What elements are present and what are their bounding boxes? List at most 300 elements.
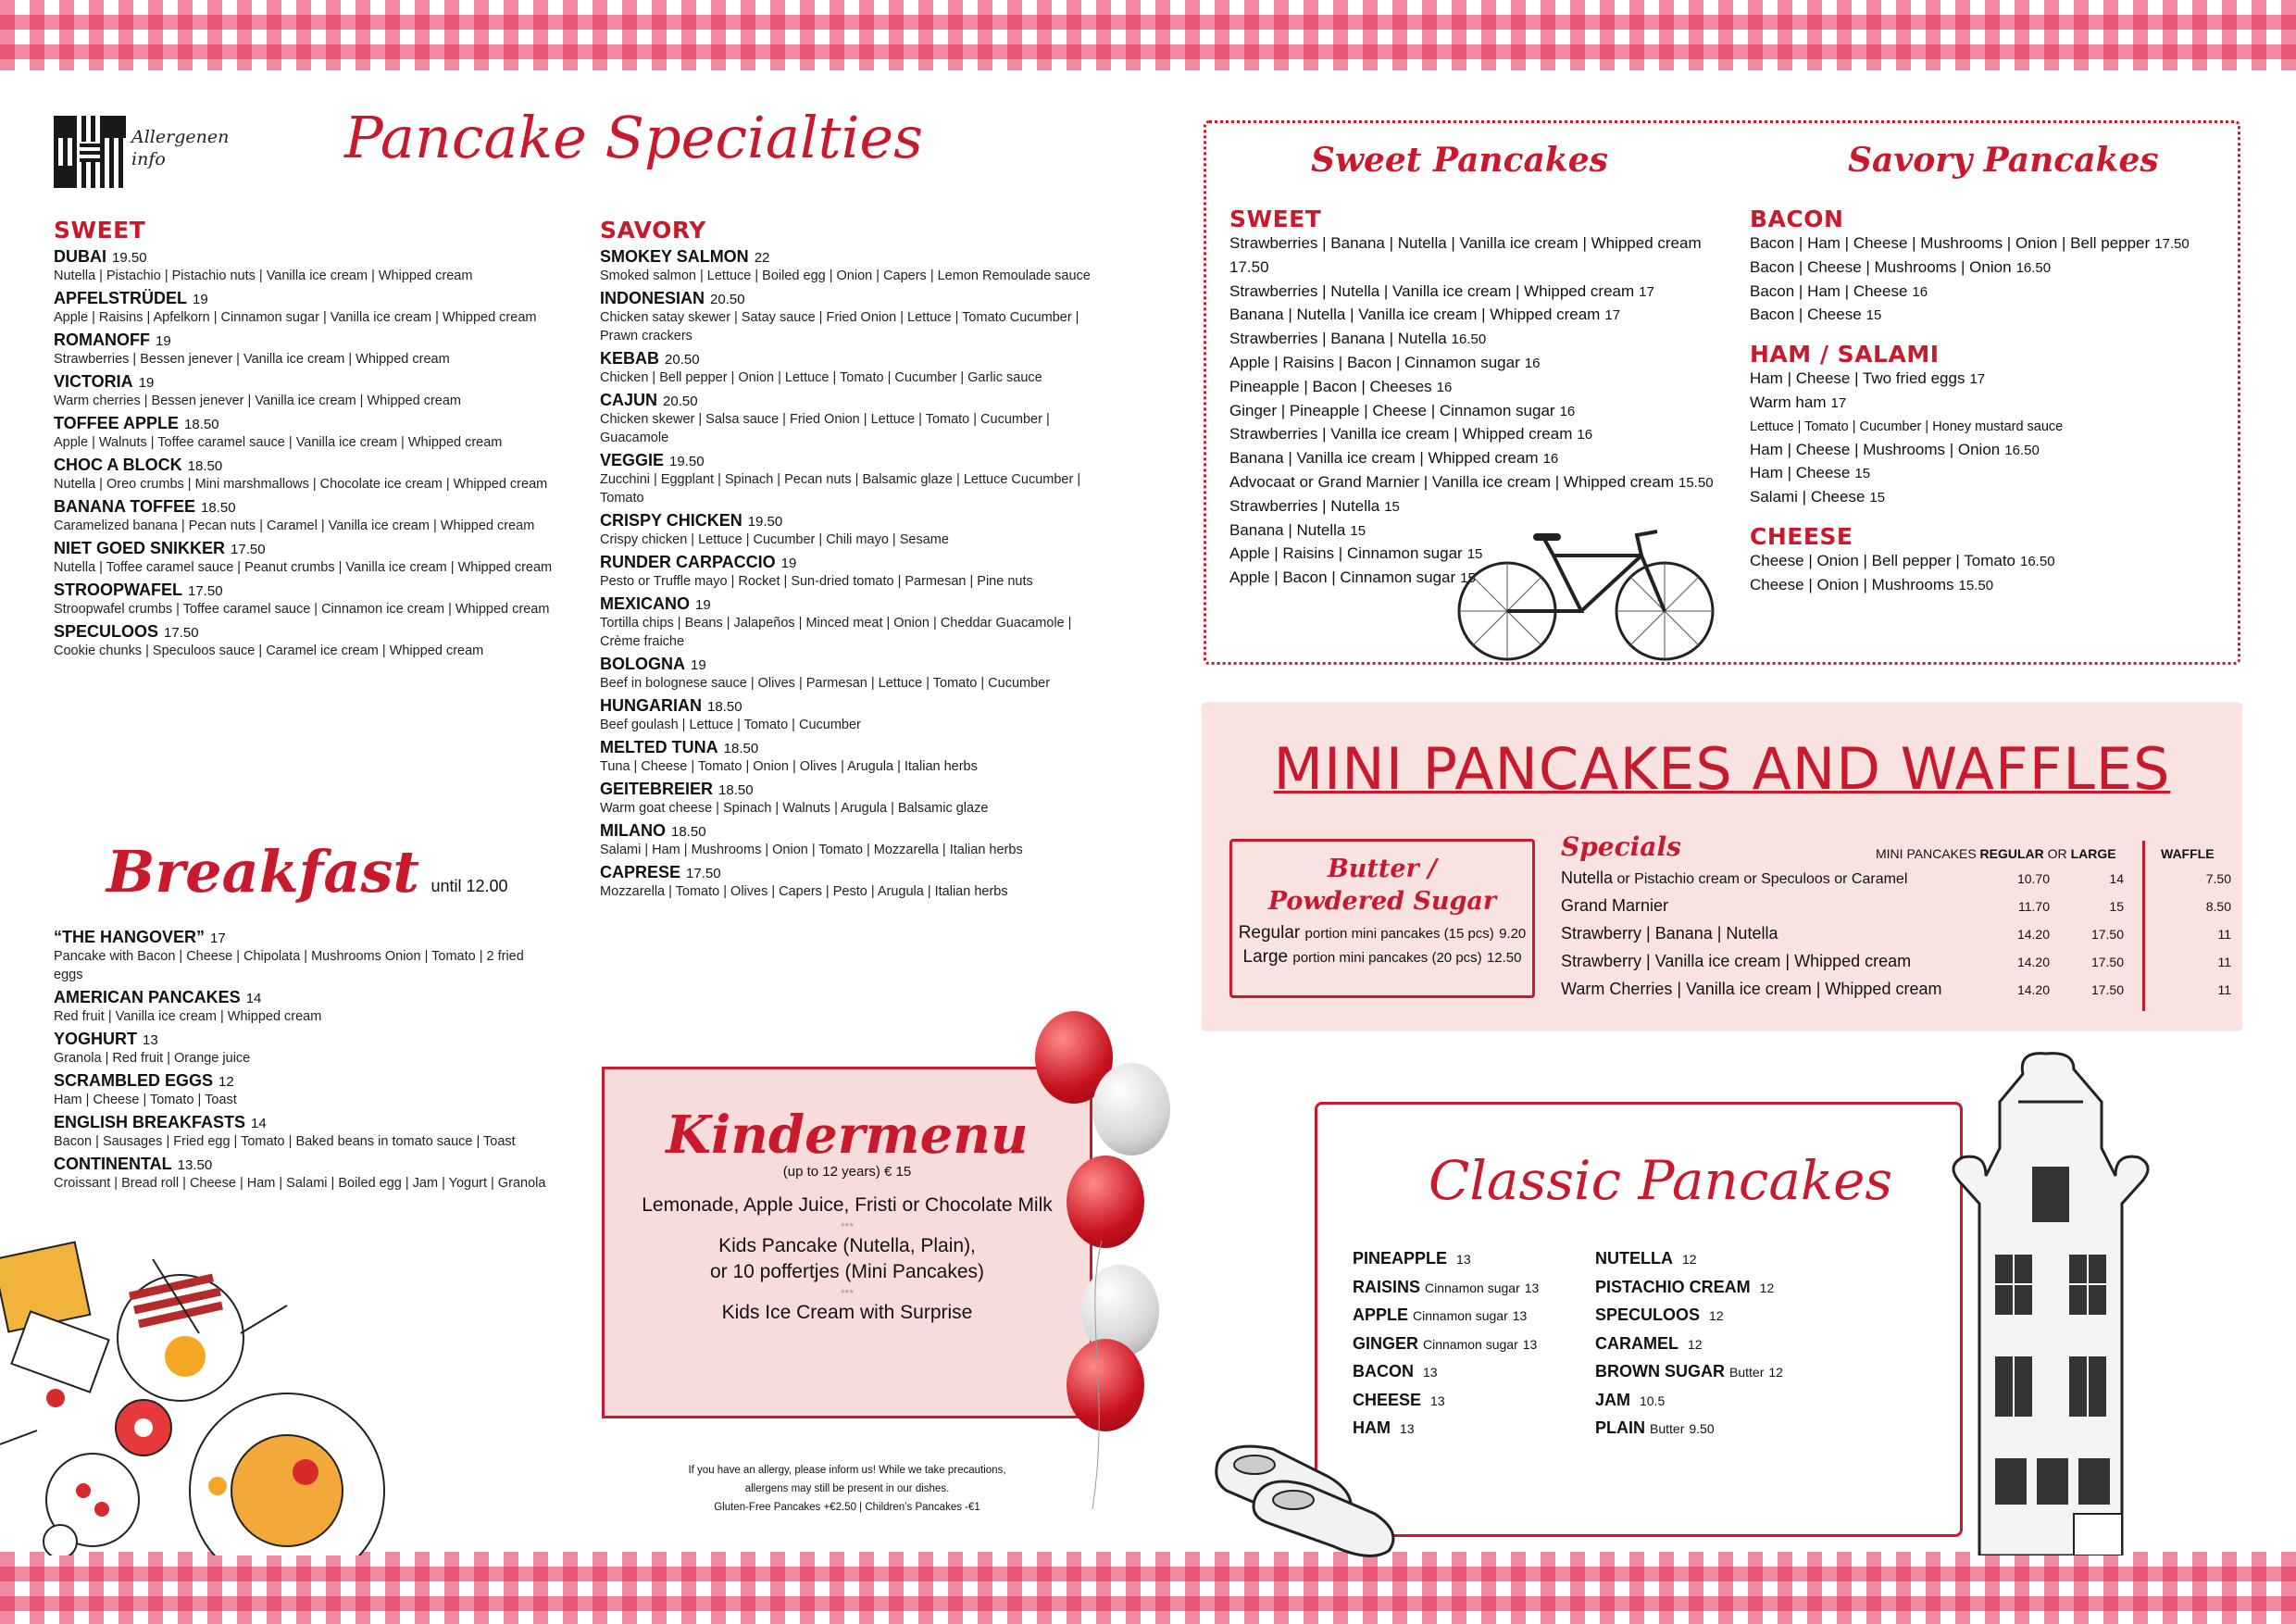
menu-item-name bbox=[54, 622, 554, 642]
item-description: Tuna | Cheese | Tomato | Onion | Olives | Arugula | Italian herbs bbox=[600, 759, 978, 774]
mini-table-row bbox=[1561, 893, 2231, 920]
line-text: Pineapple | Bacon | Cheeses bbox=[1229, 377, 1432, 395]
item-price: 17 bbox=[210, 931, 226, 946]
item-description: Chicken satay skewer | Satay sauce | Fried Onion | Lettuce | Tomato Cucumber | Prawn crackers bbox=[600, 310, 1079, 344]
item-description: Apple | Walnuts | Toffee caramel sauce | Vanilla ice cream | Whipped cream bbox=[54, 435, 503, 450]
item-price: 18.50 bbox=[184, 417, 219, 432]
menu-item bbox=[54, 289, 554, 327]
classic-item-price: 12 bbox=[1759, 1280, 1775, 1295]
butter-title-2: Powdered Sugar bbox=[1267, 887, 1497, 916]
menu-item bbox=[600, 349, 1100, 387]
item-description: Warm goat cheese | Spinach | Walnuts | Arugula | Balsamic glaze bbox=[600, 801, 989, 816]
item-description: Warm cherries | Bessen jenever | Vanilla ice cream | Whipped cream bbox=[54, 394, 462, 408]
menu-item bbox=[54, 456, 554, 493]
item-description: Nutella | Pistachio | Pistachio nuts | Vanilla ice cream | Whipped cream bbox=[54, 269, 473, 283]
item-description: Zucchini | Eggplant | Spinach | Pecan nuts | Balsamic glaze | Lettuce Cucumber | Tomato bbox=[600, 472, 1081, 506]
hdr-regular: REGULAR bbox=[1979, 846, 2044, 861]
menu-item bbox=[54, 331, 554, 369]
classic-item-extra: Butter bbox=[1650, 1421, 1685, 1436]
line-price: 15 bbox=[1384, 498, 1400, 515]
menu-item bbox=[54, 1071, 554, 1109]
butter-large bbox=[1232, 947, 1532, 968]
classic-item-name: BACON bbox=[1353, 1362, 1414, 1380]
line-price: 16 bbox=[1524, 355, 1541, 371]
classic-item-price: 12 bbox=[1682, 1252, 1697, 1267]
menu-item bbox=[600, 391, 1100, 447]
item-price: 18.50 bbox=[718, 782, 754, 798]
item-description: Crispy chicken | Lettuce | Cucumber | Chili mayo | Sesame bbox=[600, 532, 949, 547]
sweet-pancake-line bbox=[1229, 328, 1766, 352]
line-text: Lettuce | Tomato | Cucumber | Honey mustard sauce bbox=[1750, 418, 2064, 434]
line-price: 16 bbox=[1912, 283, 1928, 300]
canal-house-icon bbox=[1935, 1046, 2176, 1555]
item-description: Tortilla chips | Beans | Jalapeños | Minced meat | Onion | Cheddar Guacamole | Crème fraiche bbox=[600, 616, 1072, 649]
kindermenu-pancake-2: or 10 poffertjes (Mini Pancakes) bbox=[709, 1261, 985, 1282]
page-title: Pancake Specialties bbox=[344, 104, 923, 171]
item-name: ENGLISH BREAKFASTS bbox=[54, 1113, 246, 1131]
kindermenu-sep-2: *** bbox=[840, 1287, 854, 1300]
line-price: 15 bbox=[1854, 466, 1871, 482]
mini-title: MINI PANCAKES AND WAFFLES bbox=[1273, 735, 2171, 803]
classic-item bbox=[1353, 1302, 1539, 1330]
menu-item bbox=[600, 738, 1100, 776]
classic-item-name: PISTACHIO CREAM bbox=[1595, 1277, 1751, 1296]
savory-pancake-line bbox=[1750, 486, 2231, 510]
menu-item bbox=[54, 1155, 554, 1193]
item-price: 19 bbox=[193, 292, 208, 307]
savory-heading: SAVORY bbox=[600, 217, 706, 244]
item-price: 20.50 bbox=[710, 292, 745, 307]
item-price: 14 bbox=[251, 1116, 267, 1131]
breakfast-header bbox=[106, 838, 508, 906]
row-large: 14 bbox=[2109, 870, 2124, 886]
butter-large-desc: portion mini pancakes (20 pcs) bbox=[1292, 950, 1482, 966]
menu-item-name bbox=[600, 247, 1100, 267]
classic-item bbox=[1353, 1245, 1539, 1274]
item-description: Beef goulash | Lettuce | Tomato | Cucumber bbox=[600, 718, 861, 732]
menu-item-name bbox=[600, 655, 1100, 674]
savory-pancake-line bbox=[1750, 392, 2231, 416]
row-name: Grand Marnier bbox=[1561, 896, 1669, 915]
item-price: 19 bbox=[155, 333, 171, 349]
mini-row-name bbox=[1561, 865, 2003, 893]
item-name: NIET GOED SNIKKER bbox=[54, 539, 226, 557]
item-name: SCRAMBLED EGGS bbox=[54, 1071, 214, 1090]
menu-item-name bbox=[54, 1155, 554, 1174]
item-name: YOGHURT bbox=[54, 1030, 137, 1048]
classic-item-price: 13 bbox=[1456, 1252, 1471, 1267]
item-description: Nutella | Oreo crumbs | Mini marshmallows | Chocolate ice cream | Whipped cream bbox=[54, 477, 548, 492]
item-name: DUBAI bbox=[54, 247, 106, 266]
classic-right-list bbox=[1595, 1245, 1783, 1443]
row-waffle: 11 bbox=[2217, 954, 2231, 969]
line-price: 15 bbox=[1866, 307, 1882, 324]
row-name: Strawberry | Banana | Nutella bbox=[1561, 924, 1778, 943]
menu-item-name bbox=[54, 581, 554, 600]
row-regular: 14.20 bbox=[2016, 926, 2050, 942]
line-text: Strawberries | Nutella | Vanilla ice cream | Whipped cream bbox=[1229, 281, 1635, 300]
classic-item-name: CARAMEL bbox=[1595, 1333, 1678, 1353]
mini-table-row bbox=[1561, 976, 2231, 1004]
item-name: SPECULOOS bbox=[54, 622, 159, 641]
item-price: 18.50 bbox=[671, 824, 706, 840]
bicycle-icon bbox=[1452, 518, 1720, 667]
line-text: Cheese | Onion | Mushrooms bbox=[1750, 575, 1954, 593]
item-description: Red fruit | Vanilla ice cream | Whipped cream bbox=[54, 1009, 322, 1024]
menu-item-name bbox=[600, 821, 1100, 841]
item-price: 18.50 bbox=[187, 458, 223, 474]
line-text: Bacon | Ham | Cheese | Mushrooms | Onion | Bell pepper bbox=[1750, 234, 2151, 252]
item-name: CHOC A BLOCK bbox=[54, 456, 182, 474]
menu-item-name bbox=[54, 1113, 554, 1132]
savory-section bbox=[600, 217, 1100, 901]
line-text: Bacon | Cheese | Mushrooms | Onion bbox=[1750, 257, 2012, 276]
menu-item-name bbox=[54, 539, 554, 558]
item-name: BANANA TOFFEE bbox=[54, 497, 195, 516]
classic-item bbox=[1595, 1274, 1783, 1303]
hdr-large: LARGE bbox=[2070, 846, 2116, 861]
item-name: BOLOGNA bbox=[600, 655, 685, 673]
item-name: VICTORIA bbox=[54, 372, 133, 391]
classic-item-name: CHEESE bbox=[1353, 1390, 1422, 1409]
menu-item bbox=[600, 451, 1100, 507]
classic-item bbox=[1353, 1274, 1539, 1303]
item-description: Cookie chunks | Speculoos sauce | Caramel ice cream | Whipped cream bbox=[54, 643, 484, 658]
breakfast-list bbox=[54, 928, 554, 1193]
mini-row-name bbox=[1561, 893, 2003, 920]
hdr-waffle: WAFFLE bbox=[2161, 846, 2215, 861]
line-text: Strawberries | Nutella bbox=[1229, 496, 1380, 515]
classic-item-price: 13 bbox=[1524, 1280, 1540, 1295]
menu-item-name bbox=[54, 331, 554, 350]
item-description: Bacon | Sausages | Fried egg | Tomato | Baked beans in tomato sauce | Toast bbox=[54, 1134, 516, 1149]
item-price: 18.50 bbox=[723, 741, 759, 756]
item-price: 18.50 bbox=[201, 500, 236, 516]
savory-group-heading: HAM / SALAMI bbox=[1750, 341, 1940, 369]
item-description: Strawberries | Bessen jenever | Vanilla ice cream | Whipped cream bbox=[54, 352, 450, 367]
classic-item-price: 13 bbox=[1423, 1365, 1438, 1380]
classic-item-name: GINGER bbox=[1353, 1333, 1419, 1353]
specials-title: Specials bbox=[1561, 831, 1681, 862]
classic-item bbox=[1595, 1302, 1783, 1330]
savory-group-heading: BACON bbox=[1750, 206, 1844, 232]
line-price: 16 bbox=[1436, 379, 1453, 395]
item-price: 13 bbox=[143, 1032, 158, 1048]
kindermenu-subtitle: (up to 12 years) € 15 bbox=[782, 1164, 912, 1180]
row-name: Nutella bbox=[1561, 868, 1614, 887]
item-description: Pancake with Bacon | Cheese | Chipolata | Mushrooms Onion | Tomato | 2 fried eggs bbox=[54, 949, 524, 982]
mini-table-row bbox=[1561, 948, 2231, 976]
item-name: HUNGARIAN bbox=[600, 696, 702, 715]
menu-item-name bbox=[54, 456, 554, 475]
line-text: Ham | Cheese bbox=[1750, 464, 1851, 482]
line-price: 16 bbox=[1542, 451, 1559, 468]
item-name: MILANO bbox=[600, 821, 666, 840]
item-name: VEGGIE bbox=[600, 451, 665, 469]
line-text: Banana | Vanilla ice cream | Whipped cream bbox=[1229, 449, 1539, 468]
menu-item-name bbox=[600, 863, 1100, 882]
row-large: 17.50 bbox=[2090, 981, 2124, 997]
row-waffle: 11 bbox=[2217, 981, 2231, 997]
classic-item-name: NUTELLA bbox=[1595, 1249, 1673, 1268]
menu-item-name bbox=[600, 553, 1100, 572]
menu-item-name bbox=[54, 247, 554, 267]
classic-item-extra: Cinnamon sugar bbox=[1423, 1336, 1518, 1352]
menu-item bbox=[600, 655, 1100, 693]
item-description: Chicken skewer | Salsa sauce | Fried Onion | Lettuce | Tomato | Cucumber | Guacamole bbox=[600, 412, 1050, 445]
menu-item-name bbox=[600, 738, 1100, 757]
gingham-border-bottom bbox=[0, 1552, 2296, 1624]
menu-item bbox=[600, 696, 1100, 734]
line-text: Cheese | Onion | Bell pepper | Tomato bbox=[1750, 551, 2015, 569]
sweet-pancake-line bbox=[1229, 400, 1766, 424]
line-price: 16.50 bbox=[2020, 553, 2055, 569]
menu-item bbox=[54, 581, 554, 618]
classic-item bbox=[1595, 1358, 1783, 1387]
item-name: CAJUN bbox=[600, 391, 658, 409]
butter-large-price: 12.50 bbox=[1486, 950, 1522, 966]
classic-item-extra: Butter bbox=[1729, 1365, 1765, 1380]
item-name: RUNDER CARPACCIO bbox=[600, 553, 776, 571]
mini-table-row bbox=[1561, 920, 2231, 948]
classic-item-price: 13 bbox=[1400, 1421, 1415, 1436]
row-large: 17.50 bbox=[2090, 926, 2124, 942]
item-price: 22 bbox=[754, 250, 770, 266]
menu-item-name bbox=[600, 594, 1100, 614]
item-price: 19.50 bbox=[112, 250, 147, 266]
breakfast-illustration-icon bbox=[0, 1222, 389, 1555]
butter-large-label: Large bbox=[1242, 947, 1289, 967]
classic-title: Classic Pancakes bbox=[1429, 1149, 1893, 1212]
row-name: Warm Cherries | Vanilla ice cream | Whipped cream bbox=[1561, 980, 1942, 998]
line-text: Banana | Nutella bbox=[1229, 520, 1346, 539]
savory-pancake-line bbox=[1750, 304, 2231, 328]
row-waffle: 7.50 bbox=[2205, 870, 2231, 886]
classic-item bbox=[1595, 1415, 1783, 1443]
classic-item-name: PINEAPPLE bbox=[1353, 1249, 1448, 1268]
kindermenu-title: Kindermenu bbox=[666, 1105, 1029, 1166]
mini-row-name bbox=[1561, 920, 2003, 948]
menu-item-name bbox=[600, 391, 1100, 410]
sweet-pancake-line bbox=[1229, 232, 1766, 256]
savory-pancake-line bbox=[1750, 281, 2231, 305]
item-name: STROOPWAFEL bbox=[54, 581, 182, 599]
item-description: Pesto or Truffle mayo | Rocket | Sun-dried tomato | Parmesan | Pine nuts bbox=[600, 574, 1033, 589]
item-name: CRISPY CHICKEN bbox=[600, 511, 742, 530]
sweet-pancake-line bbox=[1229, 281, 1766, 305]
hdr-or: OR bbox=[2047, 846, 2067, 861]
classic-item-name: PLAIN bbox=[1595, 1418, 1645, 1437]
sweet-pancake-line bbox=[1229, 447, 1766, 471]
item-name: MELTED TUNA bbox=[600, 738, 718, 756]
savory-list bbox=[600, 247, 1100, 901]
line-text: Apple | Raisins | Bacon | Cinnamon sugar bbox=[1229, 353, 1520, 371]
classic-item bbox=[1595, 1330, 1783, 1359]
classic-pancakes-box bbox=[1315, 1102, 1963, 1537]
line-price: 15.50 bbox=[1958, 577, 1994, 593]
line-price: 15 bbox=[1350, 522, 1366, 539]
sweet-pancakes-heading: SWEET bbox=[1229, 206, 1322, 232]
menu-item-name bbox=[54, 928, 554, 947]
row-large: 15 bbox=[2109, 898, 2124, 914]
row-large: 17.50 bbox=[2090, 954, 2124, 969]
menu-item bbox=[600, 863, 1100, 901]
line-price: 17 bbox=[1969, 371, 1986, 388]
item-name: “THE HANGOVER” bbox=[54, 928, 206, 946]
item-name: KEBAB bbox=[600, 349, 660, 368]
line-price: 16.50 bbox=[1451, 331, 1487, 348]
classic-item-name: SPECULOOS bbox=[1595, 1305, 1701, 1324]
butter-title-1: Butter / bbox=[1327, 855, 1438, 883]
item-price: 20.50 bbox=[663, 394, 698, 409]
butter-regular bbox=[1232, 923, 1532, 943]
butter-sugar-box bbox=[1229, 839, 1535, 998]
row-options: or Pistachio cream or Speculoos or Caramel bbox=[1613, 871, 1908, 887]
classic-item bbox=[1595, 1245, 1783, 1274]
mini-table-row bbox=[1561, 865, 2231, 893]
classic-item-name: APPLE bbox=[1353, 1305, 1409, 1324]
menu-item bbox=[600, 247, 1100, 285]
line-text: 17.50 bbox=[1229, 257, 1269, 276]
gingham-border-top bbox=[0, 0, 2296, 70]
item-description: Apple | Raisins | Apfelkorn | Cinnamon sugar | Vanilla ice cream | Whipped cream bbox=[54, 310, 537, 325]
row-name: Strawberry | Vanilla ice cream | Whipped cream bbox=[1561, 952, 1912, 970]
classic-item-name: HAM bbox=[1353, 1418, 1391, 1437]
item-name: CAPRESE bbox=[600, 863, 681, 881]
line-price: 17 bbox=[1830, 394, 1847, 411]
menu-item bbox=[54, 247, 554, 285]
item-name: MEXICANO bbox=[600, 594, 691, 613]
item-price: 19 bbox=[691, 657, 706, 673]
line-text: Warm ham bbox=[1750, 393, 1827, 411]
menu-item-name bbox=[54, 372, 554, 392]
classic-item bbox=[1353, 1330, 1539, 1359]
item-price: 14 bbox=[245, 991, 262, 1006]
line-price: 17.50 bbox=[2154, 236, 2190, 252]
item-name: INDONESIAN bbox=[600, 289, 705, 307]
item-price: 17.50 bbox=[188, 583, 223, 599]
hdr-mini: MINI PANCAKES bbox=[1876, 846, 1977, 861]
butter-regular-label: Regular bbox=[1238, 923, 1301, 943]
kindermenu-icecream: Kids Ice Cream with Surprise bbox=[721, 1302, 973, 1323]
savory-pancake-line bbox=[1750, 256, 2231, 281]
item-description: Salami | Ham | Mushrooms | Onion | Tomato | Mozzarella | Italian herbs bbox=[600, 843, 1023, 857]
sweet-pancake-line bbox=[1229, 376, 1766, 400]
item-description: Chicken | Bell pepper | Onion | Lettuce | Tomato | Cucumber | Garlic sauce bbox=[600, 370, 1042, 385]
menu-item bbox=[54, 414, 554, 452]
classic-item bbox=[1595, 1387, 1783, 1416]
classic-item-price: 13 bbox=[1522, 1336, 1538, 1352]
butter-regular-price: 9.20 bbox=[1499, 926, 1527, 942]
footnote-line-2: allergens may still be present in our dishes. bbox=[744, 1483, 950, 1494]
item-price: 17.50 bbox=[686, 866, 721, 881]
row-regular: 10.70 bbox=[2016, 870, 2050, 886]
classic-item-name: RAISINS bbox=[1353, 1277, 1421, 1296]
line-text: Salami | Cheese bbox=[1750, 488, 1866, 506]
mini-row-name bbox=[1561, 948, 2003, 976]
kindermenu-drinks: Lemonade, Apple Juice, Fristi or Chocolate Milk bbox=[642, 1194, 1053, 1216]
breakfast-section bbox=[54, 924, 554, 1193]
line-text: Strawberries | Banana | Nutella | Vanilla ice cream | Whipped cream bbox=[1229, 234, 1702, 252]
item-name: GEITEBREIER bbox=[600, 780, 714, 798]
line-text: Apple | Raisins | Cinnamon sugar bbox=[1229, 544, 1463, 563]
kindermenu-pancake-1: Kids Pancake (Nutella, Plain), bbox=[718, 1235, 976, 1256]
item-description: Granola | Red fruit | Orange juice bbox=[54, 1051, 251, 1066]
line-price: 17 bbox=[1604, 307, 1621, 324]
menu-item bbox=[54, 372, 554, 410]
menu-item-name bbox=[600, 451, 1100, 470]
item-price: 19.50 bbox=[669, 454, 705, 469]
line-price: 16.50 bbox=[2004, 442, 2040, 458]
sweet-pancake-line bbox=[1229, 256, 1766, 281]
line-price: 15 bbox=[1466, 546, 1483, 563]
classic-item-price: 9.50 bbox=[1689, 1421, 1715, 1436]
line-text: Bacon | Ham | Cheese bbox=[1750, 281, 1908, 300]
item-description: Smoked salmon | Lettuce | Boiled egg | Onion | Capers | Lemon Remoulade sauce bbox=[600, 269, 1091, 283]
row-waffle: 8.50 bbox=[2205, 898, 2231, 914]
item-price: 17.50 bbox=[231, 542, 266, 557]
row-waffle: 11 bbox=[2217, 926, 2231, 942]
savory-pancakes-title: Savory Pancakes bbox=[1848, 141, 2159, 180]
menu-item-name bbox=[600, 780, 1100, 799]
classic-item-price: 10.5 bbox=[1640, 1393, 1666, 1408]
menu-item bbox=[54, 928, 554, 984]
wooden-clogs-icon bbox=[1208, 1435, 1403, 1565]
classic-item-name: JAM bbox=[1595, 1390, 1631, 1409]
classic-item bbox=[1353, 1358, 1539, 1387]
footnote-line-1: If you have an allergy, please inform us! While we take precautions, bbox=[688, 1465, 1006, 1476]
menu-item-name bbox=[600, 289, 1100, 308]
menu-item-name bbox=[54, 1030, 554, 1049]
menu-item-name bbox=[600, 349, 1100, 369]
item-name: APFELSTRÜDEL bbox=[54, 289, 187, 307]
item-price: 20.50 bbox=[665, 352, 700, 368]
menu-item-name bbox=[54, 289, 554, 308]
sweet-list bbox=[54, 247, 554, 660]
row-regular: 14.20 bbox=[2016, 981, 2050, 997]
classic-item-price: 13 bbox=[1430, 1393, 1445, 1408]
item-name: CONTINENTAL bbox=[54, 1155, 172, 1173]
classic-item bbox=[1353, 1387, 1539, 1416]
classic-item-price: 12 bbox=[1688, 1336, 1703, 1352]
sweet-pancakes-title: Sweet Pancakes bbox=[1311, 141, 1608, 180]
item-description: Croissant | Bread roll | Cheese | Ham | Salami | Boiled egg | Jam | Yogurt | Granola bbox=[54, 1176, 546, 1191]
line-text: Ginger | Pineapple | Cheese | Cinnamon sugar bbox=[1229, 401, 1555, 419]
line-text: Banana | Nutella | Vanilla ice cream | Whipped cream bbox=[1229, 306, 1601, 324]
line-price: 16 bbox=[1577, 427, 1593, 443]
item-description: Ham | Cheese | Tomato | Toast bbox=[54, 1093, 237, 1107]
item-price: 19 bbox=[138, 375, 155, 391]
savory-pancake-line bbox=[1750, 574, 2231, 598]
line-text: Strawberries | Banana | Nutella bbox=[1229, 330, 1447, 348]
menu-item-name bbox=[54, 988, 554, 1007]
sweet-pancake-line bbox=[1229, 495, 1766, 519]
savory-pancake-line bbox=[1750, 368, 2231, 392]
item-price: 19 bbox=[780, 556, 797, 571]
menu-item-name bbox=[600, 511, 1100, 531]
savory-pancake-line bbox=[1750, 232, 2231, 256]
row-regular: 11.70 bbox=[2018, 898, 2050, 914]
line-text: Bacon | Cheese bbox=[1750, 306, 1862, 324]
savory-pancake-line bbox=[1750, 416, 2231, 439]
line-text: Strawberries | Vanilla ice cream | Whipped cream bbox=[1229, 425, 1573, 443]
item-price: 13.50 bbox=[177, 1157, 213, 1173]
menu-item bbox=[600, 553, 1100, 591]
breakfast-title: Breakfast bbox=[106, 838, 420, 906]
line-text: Ham | Cheese | Mushrooms | Onion bbox=[1750, 440, 2001, 458]
qr-code-icon[interactable] bbox=[54, 116, 126, 188]
sweet-pancake-line bbox=[1229, 423, 1766, 447]
